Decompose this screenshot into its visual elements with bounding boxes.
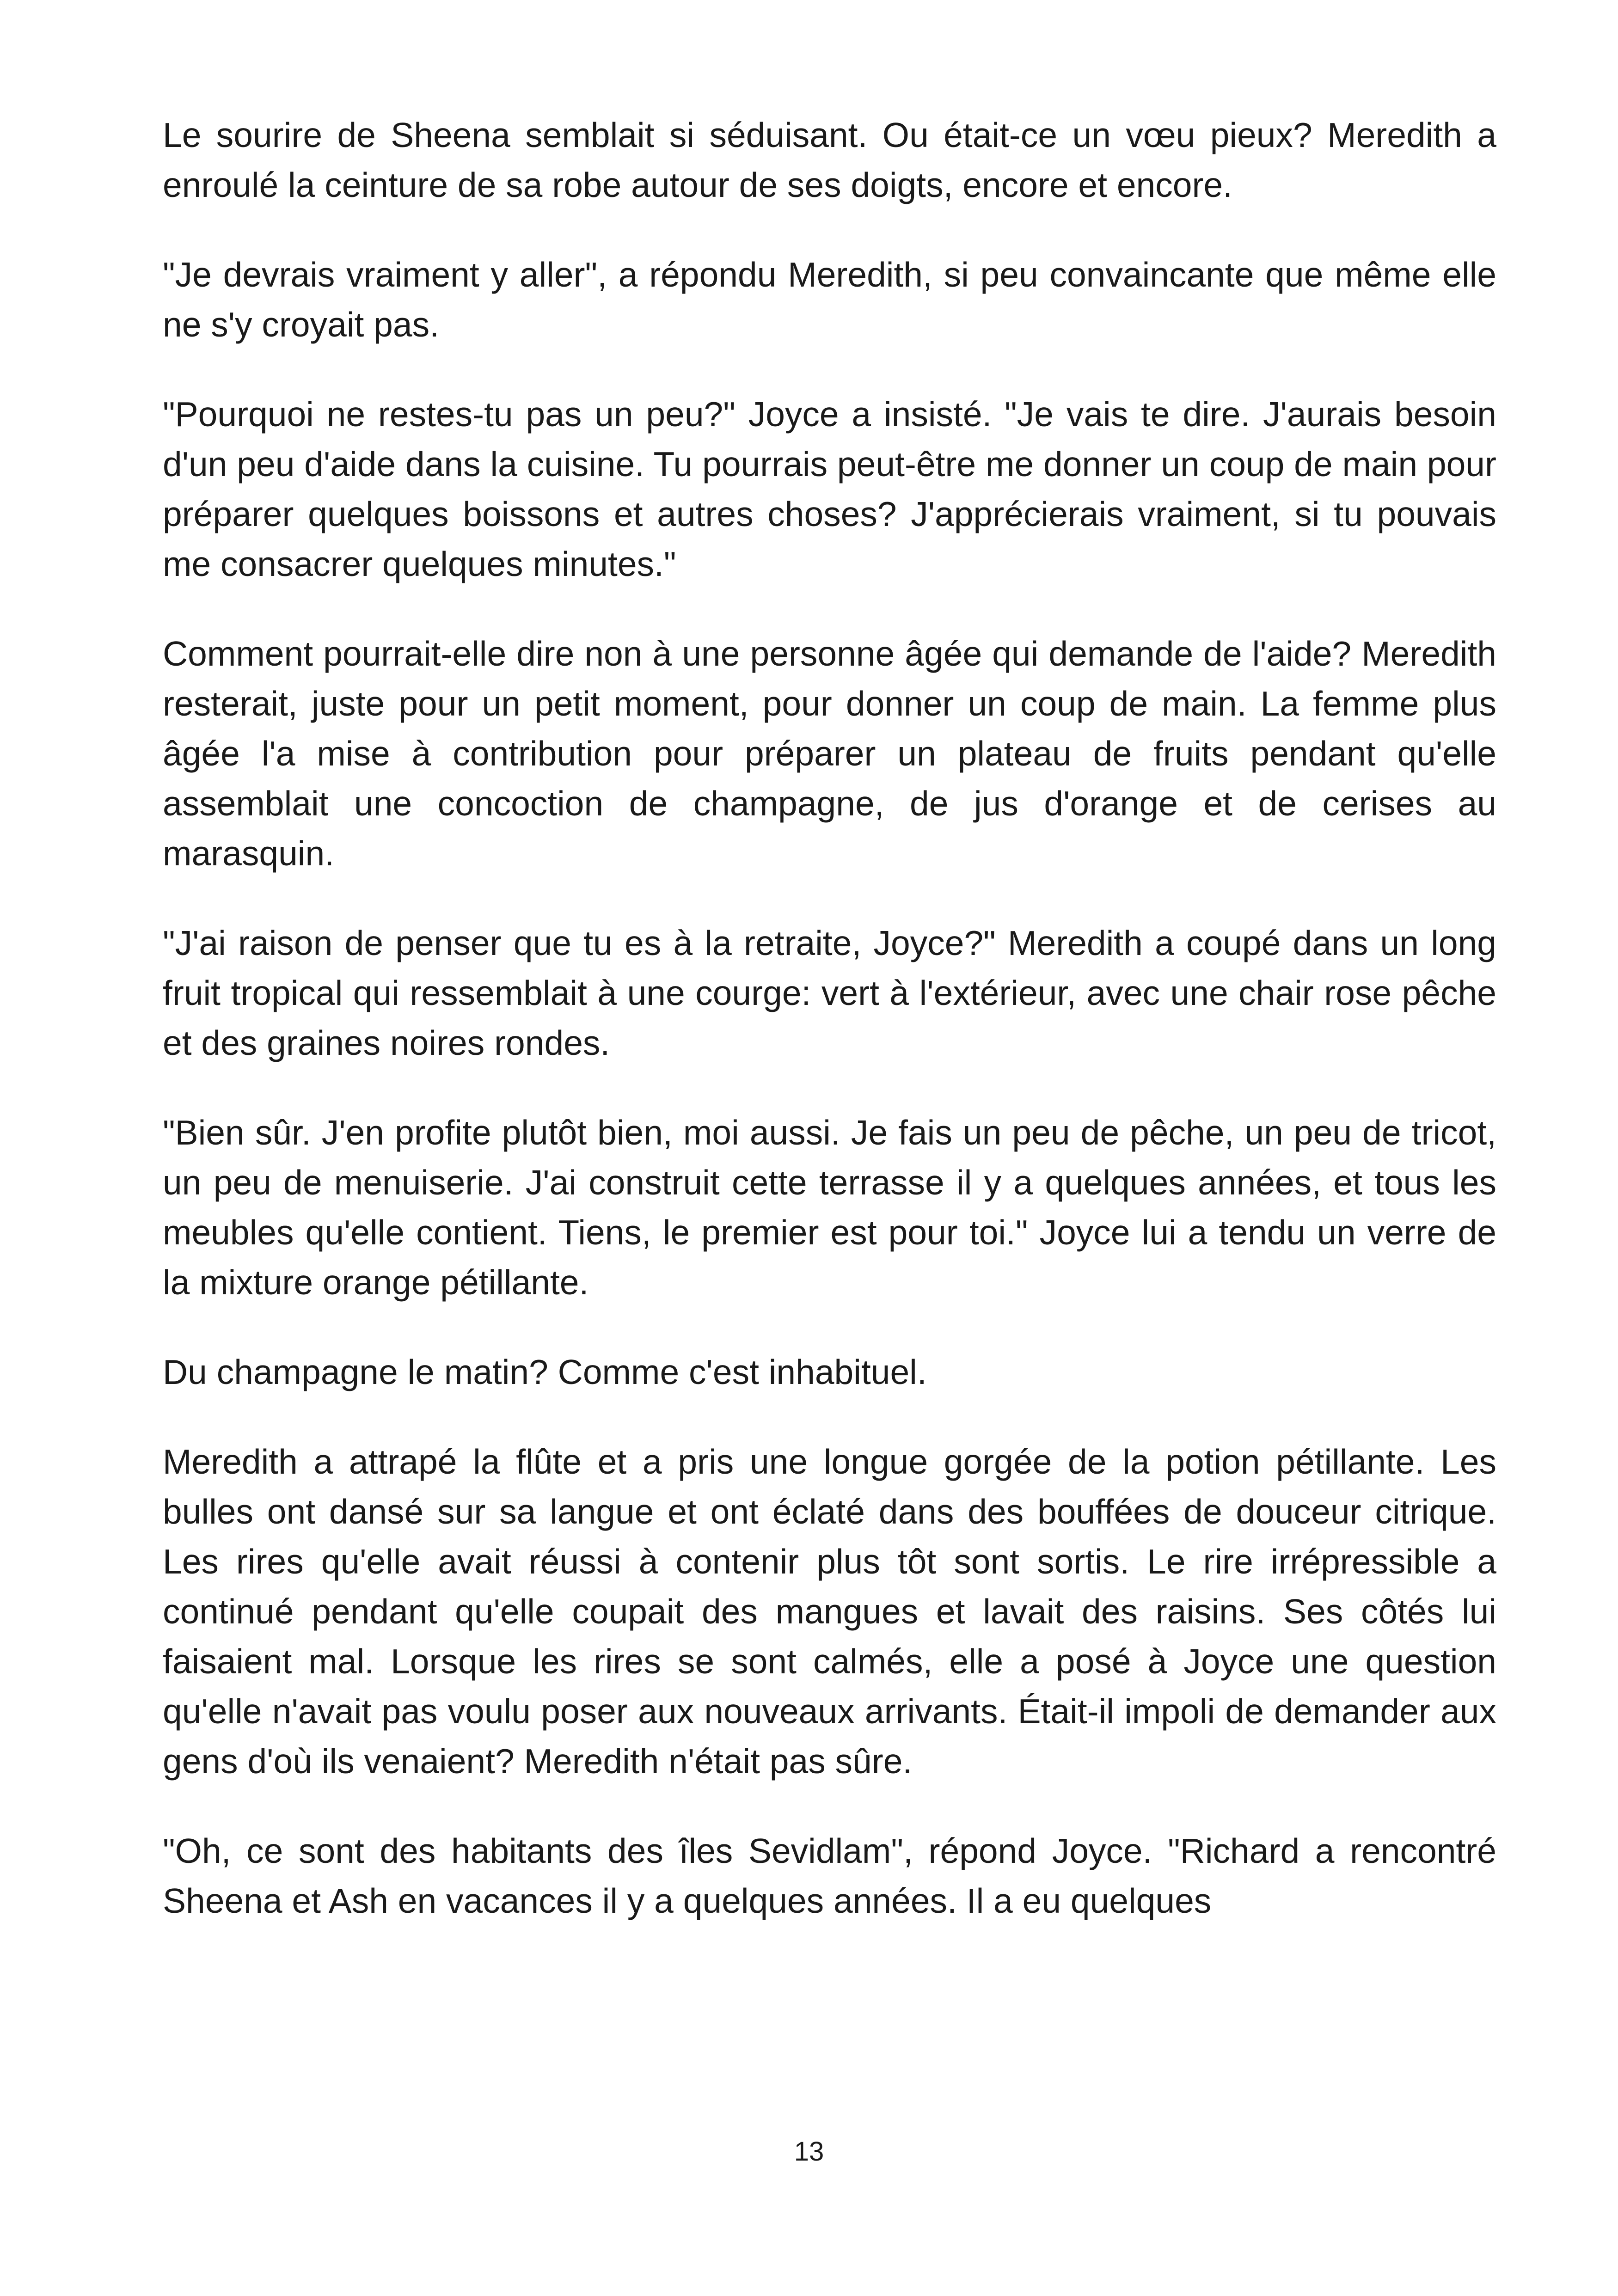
paragraph-3: "Pourquoi ne restes-tu pas un peu?" Joyce a insisté. "Je vais te dire. J'aurais besoin d'un peu d'aide dans la cuisine. Tu pourrais peut-être me donner un coup de main pour préparer quelques boissons et autres choses? J'apprécierais vraiment, si tu pouvais me consacrer quelques minutes." bbox=[163, 395, 1496, 583]
paragraph-9: "Oh, ce sont des habitants des îles Sevidlam", répond Joyce. "Richard a rencontré Sheena et Ash en vacances il y a quelques années. Il a eu quelques bbox=[163, 1831, 1496, 1920]
body-text bbox=[163, 110, 1496, 1926]
page-number: 13 bbox=[794, 2137, 824, 2167]
paragraph-4: Comment pourrait-elle dire non à une personne âgée qui demande de l'aide? Meredith resterait, juste pour un petit moment, pour donner un coup de main. La femme plus âgée l'a mise à contribution pour préparer un plateau de fruits pendant qu'elle assemblait une concoction de champagne, de jus d'orange et de cerises au marasquin. bbox=[163, 634, 1496, 873]
paragraph-7: Du champagne le matin? Comme c'est inhabituel. bbox=[163, 1353, 927, 1391]
paragraph-5: "J'ai raison de penser que tu es à la retraite, Joyce?" Meredith a coupé dans un long fruit tropical qui ressemblait à une courge: vert à l'extérieur, avec une chair rose pêche et des graines noires rondes. bbox=[163, 924, 1496, 1062]
paragraph-1: Le sourire de Sheena semblait si séduisant. Ou était-ce un vœu pieux? Meredith a enroulé la ceinture de sa robe autour de ses doigts, encore et encore. bbox=[163, 116, 1496, 204]
paragraph-6: "Bien sûr. J'en profite plutôt bien, moi aussi. Je fais un peu de pêche, un peu de tricot, un peu de menuiserie. J'ai construit cette terrasse il y a quelques années, et tous les meubles qu'elle contient. Tiens, le premier est pour toi." Joyce lui a tendu un verre de la mixture orange pétillante. bbox=[163, 1113, 1496, 1302]
paragraph-2: "Je devrais vraiment y aller", a répondu Meredith, si peu convaincante que même elle ne s'y croyait pas. bbox=[163, 255, 1496, 344]
paragraph-8: Meredith a attrapé la flûte et a pris une longue gorgée de la potion pétillante. Les bulles ont dansé sur sa langue et ont éclaté dans des bouffées de douceur citrique. Les rires qu'elle avait réussi à contenir plus tôt sont sortis. Le rire irrépressible a continué pendant qu'elle coupait des mangues et lavait des raisins. Ses côtés lui faisaient mal. Lorsque les rires se sont calmés, elle a posé à Joyce une question qu'elle n'avait pas voulu poser aux nouveaux arrivants. Était-il impoli de demander aux gens d'où ils venaient? Meredith n'était pas sûre. bbox=[163, 1442, 1496, 1781]
